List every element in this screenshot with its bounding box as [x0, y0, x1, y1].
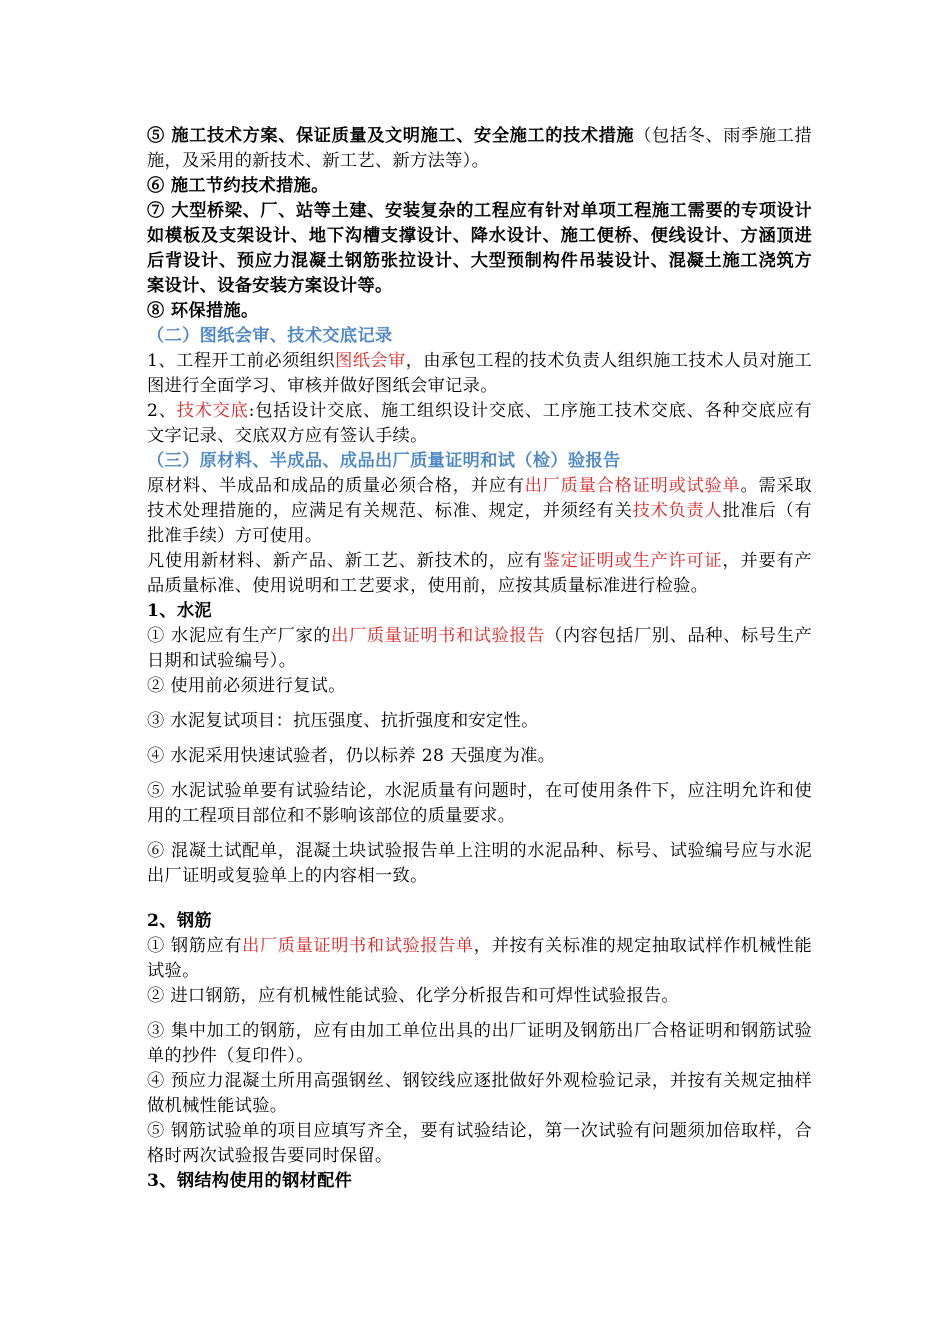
highlight-text: 技术负责人 [632, 501, 723, 521]
paragraph-item-8: ⑧ 环保措施。 [147, 301, 259, 321]
normal-text: 2、 [147, 401, 177, 421]
cement-item-5: ⑤ 水泥试验单要有试验结论，水泥质量有问题时，在可使用条件下，应注明允许和使用的工程项目部位和不影响该部位的质量要求。 [147, 781, 812, 826]
rebar-item-2: ② 进口钢筋，应有机械性能试验、化学分析报告和可焊性试验报告。 [147, 986, 679, 1006]
normal-text: ，并要有产品质量标准、使用说明和工艺要求，使用前，应按其质量标准进行检验。 [147, 551, 812, 596]
subheading-cement: 1、水泥 [147, 601, 212, 621]
normal-text: 批准后（有批准手续）方可使用。 [147, 501, 812, 546]
cement-item-6: ⑥ 混凝土试配单，混凝土块试验报告单上注明的水泥品种、标号、试验编号应与水泥出厂证明或复验单上的内容相一致。 [147, 841, 812, 886]
rebar-item-3: ③ 集中加工的钢筋，应有由加工单位出具的出厂证明及钢筋出厂合格证明和钢筋试验单的抄件（复印件）。 [147, 1021, 812, 1066]
cement-item-2: ② 使用前必须进行复试。 [147, 676, 346, 696]
section-heading-3: （三）原材料、半成品、成品出厂质量证明和试（检）验报告 [147, 451, 621, 471]
subheading-rebar: 2、钢筋 [147, 911, 212, 931]
highlight-text: 技术交底 [176, 401, 249, 421]
normal-text: 原材料、半成品和成品的质量必须合格，并应有 [147, 476, 525, 496]
highlight-text: 图纸会审 [335, 351, 406, 371]
paragraph-item-7: ⑦ 大型桥梁、厂、站等土建、安装复杂的工程应有针对单项工程施工需要的专项设计如模板及支架设计、地下沟槽支撑设计、降水设计、施工便桥、便线设计、方涵顶进后背设计、预应力混凝土钢筋张拉设计、大型预制构件吊装设计、混凝土施工浇筑方案设计、设备安装方案设计等。 [147, 201, 812, 296]
drawing-review-paragraph [147, 349, 812, 399]
cement-item-4: ④ 水泥采用快速试验者，仍以标养 28 天强度为准。 [147, 746, 556, 766]
paragraph-item-6: ⑥ 施工节约技术措施。 [147, 176, 329, 196]
normal-text: ① 钢筋应有 [147, 936, 243, 956]
materials-paragraph [147, 474, 812, 549]
highlight-text: 出厂质量合格证明或试验单 [524, 476, 741, 496]
normal-text: ① 水泥应有生产厂家的 [147, 626, 332, 646]
tech-briefing-paragraph [147, 399, 812, 449]
bold-text: ⑤ 施工技术方案、保证质量及文明施工、安全施工的技术措施 [147, 126, 635, 146]
normal-text: （内容包括厂别、品种、标号生产日期和试验编号）。 [147, 626, 812, 671]
new-materials-paragraph [147, 549, 812, 599]
highlight-text: 鉴定证明或生产许可证 [542, 551, 723, 571]
normal-text: 。需采取技术处理措施的，应满足有关规范、标准、规定，并须经有关 [147, 476, 813, 521]
cement-item-3: ③ 水泥复试项目：抗压强度、抗折强度和安定性。 [147, 711, 539, 731]
normal-text: 凡使用新材料、新产品、新工艺、新技术的，应有 [147, 551, 543, 571]
normal-text: （包括冬、雨季施工措施，及采用的新技术、新工艺、新方法等）。 [147, 126, 812, 171]
subheading-steel-structure: 3、钢结构使用的钢材配件 [147, 1171, 353, 1191]
normal-text: 1、工程开工前必须组织 [147, 351, 336, 371]
highlight-text: 出厂质量证明书和试验报告 [331, 626, 546, 646]
cement-item-1 [147, 624, 812, 674]
normal-text: :包括设计交底、施工组织设计交底、工序施工技术交底、各种交底应有文字记录、交底双方应有签认手续。 [147, 401, 812, 446]
highlight-text: 出厂质量证明书和试验报告单 [242, 936, 474, 956]
normal-text: ，并按有关标准的规定抽取试样作机械性能试验。 [147, 936, 812, 981]
paragraph-item-5 [147, 124, 812, 174]
rebar-item-1 [147, 934, 812, 984]
rebar-item-4: ④ 预应力混凝土所用高强钢丝、钢铰线应逐批做好外观检验记录，并按有关规定抽样做机械性能试验。 [147, 1071, 812, 1116]
rebar-item-5: ⑤ 钢筋试验单的项目应填写齐全，要有试验结论，第一次试验有问题须加倍取样，合格时两次试验报告要同时保留。 [147, 1121, 812, 1166]
normal-text: ，由承包工程的技术负责人组织施工技术人员对施工图进行全面学习、审核并做好图纸会审记录。 [147, 351, 812, 396]
section-heading-2: （二）图纸会审、技术交底记录 [147, 326, 393, 346]
document-page [147, 124, 812, 1194]
